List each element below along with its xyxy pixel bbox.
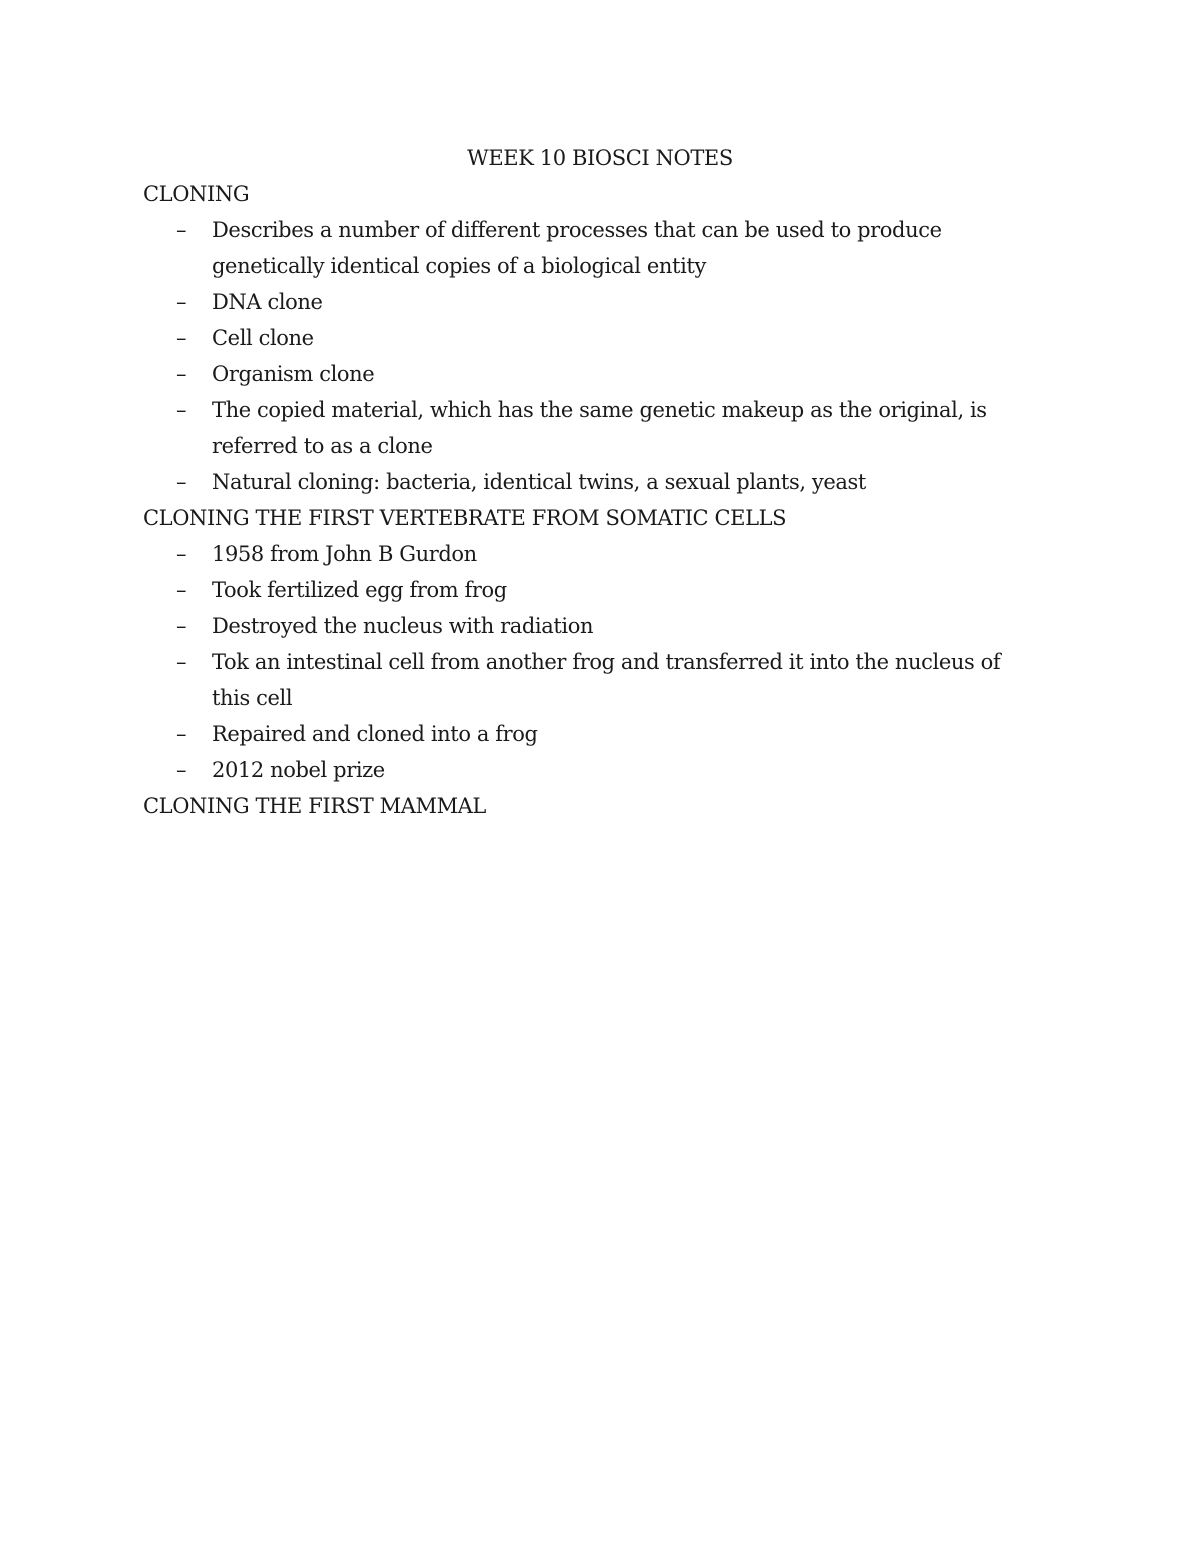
list-item-text: Took fertilized egg from frog <box>212 578 507 602</box>
list-item-text: Cell clone <box>212 326 314 350</box>
list-item-text: DNA clone <box>212 290 323 314</box>
bullet-dash: – <box>176 542 187 566</box>
bullet-list <box>143 212 1043 500</box>
list-item <box>143 464 1043 500</box>
section-heading: CLONING THE FIRST MAMMAL <box>143 794 486 818</box>
section-heading: CLONING THE FIRST VERTEBRATE FROM SOMATIC CELLS <box>143 506 787 530</box>
list-item <box>143 644 1043 716</box>
bullet-dash: – <box>176 614 187 638</box>
section-cloning <box>143 176 1043 500</box>
list-item <box>143 536 1043 572</box>
bullet-dash: – <box>176 326 187 350</box>
bullet-dash: – <box>176 650 187 674</box>
bullet-list <box>143 536 1043 788</box>
bullet-dash: – <box>176 578 187 602</box>
list-item <box>143 284 1043 320</box>
bullet-dash: – <box>176 218 187 242</box>
bullet-dash: – <box>176 398 187 422</box>
list-item <box>143 608 1043 644</box>
list-item-text: Organism clone <box>212 362 375 386</box>
bullet-dash: – <box>176 470 187 494</box>
document-title: WEEK 10 BIOSCI NOTES <box>467 146 733 170</box>
list-item <box>143 212 1043 284</box>
list-item-text: Tok an intestinal cell from another frog and transferred it into the nucleus of this cell <box>212 650 1001 710</box>
section-cloning-first-mammal <box>143 788 1043 824</box>
section-heading: CLONING <box>143 182 250 206</box>
list-item-text: Destroyed the nucleus with radiation <box>212 614 594 638</box>
bullet-dash: – <box>176 758 187 782</box>
list-item-text: 1958 from John B Gurdon <box>212 542 477 566</box>
list-item <box>143 572 1043 608</box>
list-item <box>143 752 1043 788</box>
list-item-text: Repaired and cloned into a frog <box>212 722 538 746</box>
list-item-text: The copied material, which has the same genetic makeup as the original, is referred to as a clone <box>212 398 987 458</box>
list-item <box>143 320 1043 356</box>
list-item-text: 2012 nobel prize <box>212 758 385 782</box>
list-item <box>143 392 1043 464</box>
list-item-text: Describes a number of different processes that can be used to produce genetically identical copies of a biological entity <box>212 218 942 278</box>
document-body <box>143 140 1043 824</box>
bullet-dash: – <box>176 722 187 746</box>
section-cloning-first-vertebrate <box>143 500 1043 788</box>
bullet-dash: – <box>176 290 187 314</box>
bullet-dash: – <box>176 362 187 386</box>
list-item <box>143 356 1043 392</box>
list-item-text: Natural cloning: bacteria, identical twins, a sexual plants, yeast <box>212 470 866 494</box>
list-item <box>143 716 1043 752</box>
